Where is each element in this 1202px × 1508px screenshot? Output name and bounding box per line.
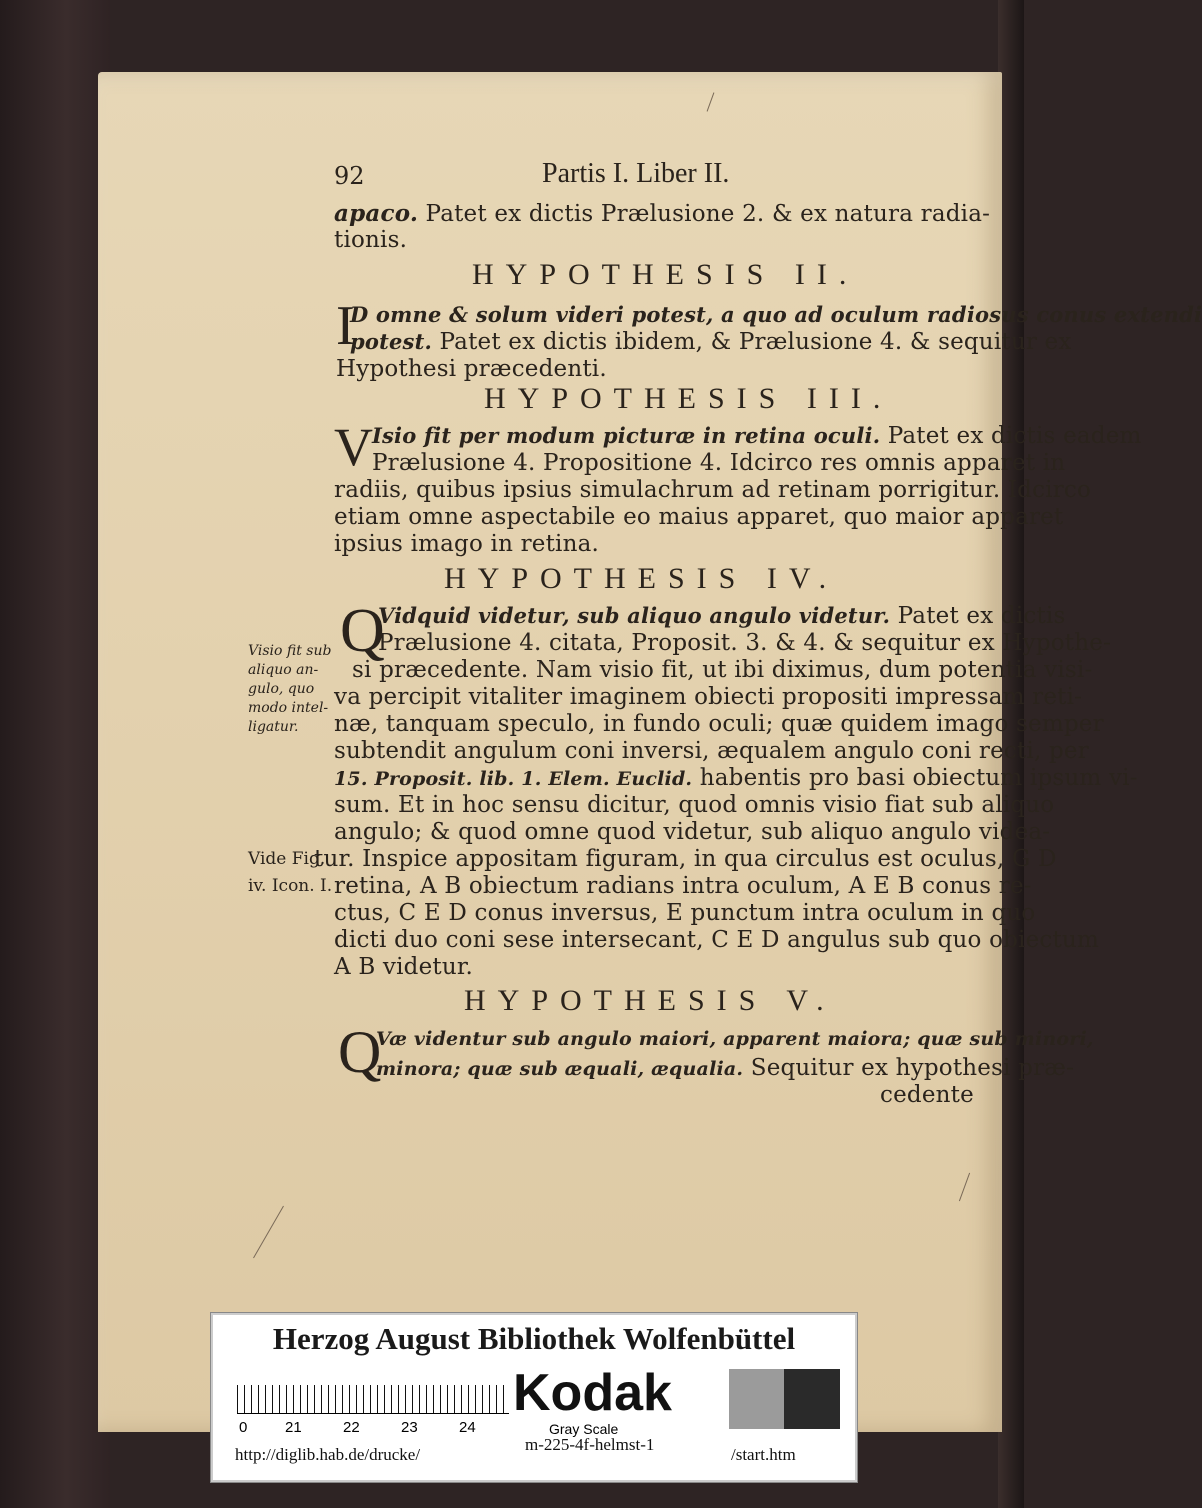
page-number: 92 <box>334 162 365 190</box>
margin-note: Visio fit sub aliquo an- gulo, quo modo intel- ligatur. <box>248 643 332 735</box>
book-page <box>98 72 1202 1432</box>
ruler-label: 0 <box>239 1419 248 1436</box>
drop-cap: Q <box>338 1019 382 1085</box>
library-name: Herzog August Bibliothek Wolfenbüttel <box>272 1321 796 1356</box>
text-line: tur. Inspice appositam figuram, in qua circulus est oculus, G D <box>314 846 1057 872</box>
text-line: potest. Patet ex dictis ibidem, & Prælusione 4. & sequitur ex <box>350 329 1072 355</box>
text-line: retina, A B obiectum radians intra oculum, A E B conus re- <box>334 873 1032 899</box>
text-line: Prælusione 4. citata, Proposit. 3. & 4. & sequitur ex Hypothe- <box>378 630 1112 656</box>
gray-scale-label: Gray Scale <box>549 1421 619 1437</box>
pen-mark <box>253 1206 284 1258</box>
book-spine-shadow <box>0 0 110 1508</box>
ruler-label: 21 <box>285 1419 302 1436</box>
kodak-logo: Kodak <box>513 1364 672 1422</box>
text-line: angulo; & quod omne quod videtur, sub aliquo angulo videa- <box>334 819 1051 845</box>
drop-cap: V <box>334 417 373 477</box>
text-line: Isio fit per modum picturæ in retina oculi. Patet ex dictis eadem <box>372 423 1142 449</box>
text-line: subtendit angulum coni inversi, æqualem angulo coni recti, per <box>334 738 1089 764</box>
text-line: va percipit vitaliter imaginem obiecti propositi impressam reti- <box>334 684 1083 710</box>
text-line: ipsius imago in retina. <box>334 531 600 557</box>
text-line: Vidquid videtur, sub aliquo angulo videtur. Patet ex dictis <box>378 603 1066 629</box>
gray-swatch-dark <box>784 1369 840 1429</box>
text-line: tionis. <box>334 227 408 253</box>
text-line: Hypothesi præcedenti. <box>336 356 607 382</box>
heading-hypothesis-2: HYPOTHESIS II. <box>472 258 859 291</box>
text-line: si præcedente. Nam visio fit, ut ibi diximus, dum potentia visi- <box>352 657 1093 683</box>
drop-cap: Q <box>340 597 385 665</box>
text-line: etiam omne aspectabile eo maius apparet, quo maior apparet <box>334 504 1064 530</box>
heading-hypothesis-3: HYPOTHESIS III. <box>484 382 893 415</box>
heading-hypothesis-4: HYPOTHESIS IV. <box>444 562 839 595</box>
text-line: Væ videntur sub angulo maiori, apparent maiora; quæ sub minori, <box>376 1028 1094 1050</box>
margin-note: Vide Fig. <box>248 849 326 869</box>
start-page-link: /start.htm <box>731 1445 796 1464</box>
margin-note: iv. Icon. I. <box>248 876 333 896</box>
text-line: 15. Proposit. lib. 1. Elem. Euclid. habentis pro basi obiectum ipsum vi- <box>334 765 1138 791</box>
text-line: D omne & solum videri potest, a quo ad oculum radiosus conus extendi <box>350 302 1202 327</box>
drop-cap: I <box>336 295 355 357</box>
text-line: cedente <box>880 1082 974 1108</box>
text-line: radiis, quibus ipsius simulachrum ad retinam porrigitur. Idcirco <box>334 477 1092 503</box>
pen-mark <box>707 92 715 111</box>
ruler-label: 24 <box>459 1419 476 1436</box>
text-line: næ, tanquam speculo, in fundo oculi; quæ quidem imago semper <box>334 711 1104 737</box>
library-scan-card <box>211 1313 857 1482</box>
source-url: http://diglib.hab.de/drucke/ <box>235 1445 421 1464</box>
text-line: sum. Et in hoc sensu dicitur, quod omnis visio fiat sub aliquo <box>334 792 1055 818</box>
ruler-label: 23 <box>401 1419 418 1436</box>
text-line: dicti duo coni sese intersecant, C E D angulus sub quo obiectum <box>334 927 1099 953</box>
ruler-label: 22 <box>343 1419 360 1436</box>
text-line: ctus, C E D conus inversus, E punctum intra oculum in quo <box>334 900 1036 926</box>
gray-swatch-light <box>729 1369 784 1429</box>
pen-mark <box>959 1173 970 1202</box>
text-line: apaco. Patet ex dictis Prælusione 2. & ex natura radia- <box>334 200 991 227</box>
shelfmark: m-225-4f-helmst-1 <box>525 1435 655 1454</box>
text-line: minora; quæ sub æquali, æqualia. Sequitur ex hypothesi præ- <box>376 1055 1075 1081</box>
ruler-top <box>237 1369 509 1385</box>
text-line: A B videtur. <box>334 954 474 980</box>
text-line: Prælusione 4. Propositione 4. Idcirco res omnis apparet in <box>372 450 1066 476</box>
running-title: Partis I. Liber II. <box>542 158 730 189</box>
heading-hypothesis-5: HYPOTHESIS V. <box>464 984 836 1017</box>
